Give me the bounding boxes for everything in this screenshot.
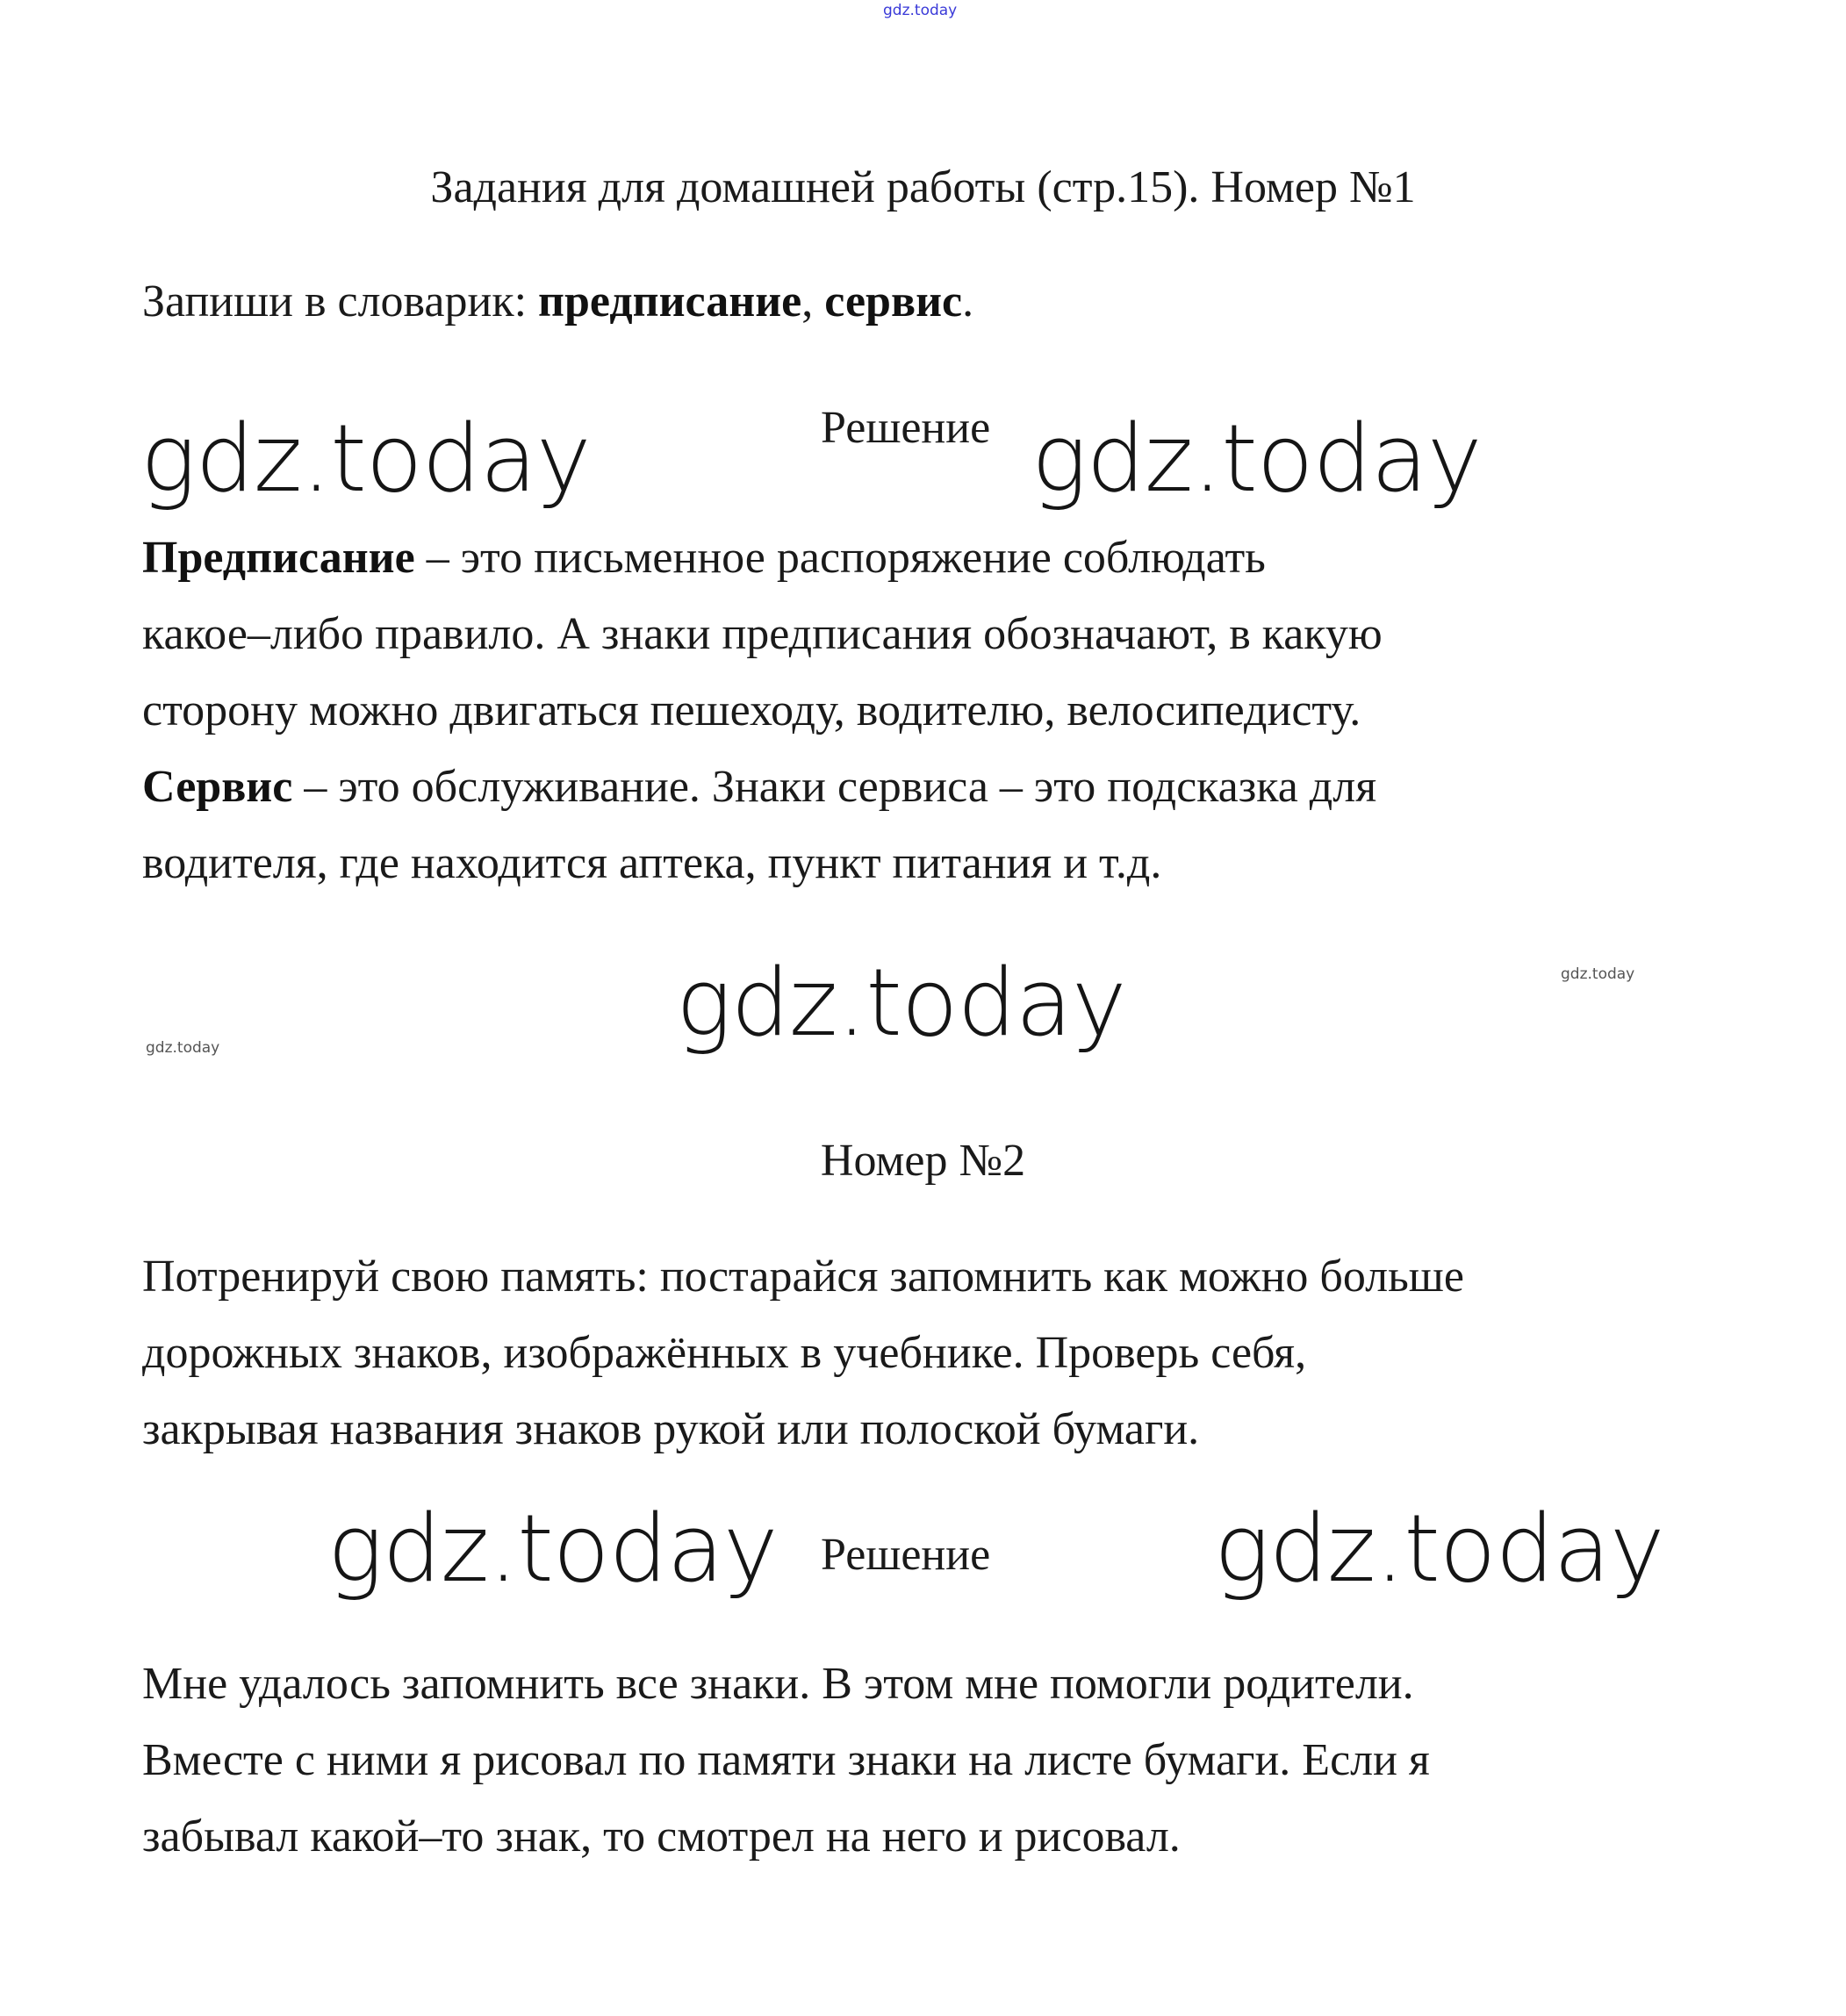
watermark-big-2: gdz.today <box>1031 405 1482 513</box>
task1-answer-line-1: Предписание – это письменное распоряжение соблюдать <box>142 533 1266 583</box>
task1-prompt-comma: , <box>801 276 825 326</box>
watermark-top: gdz.today <box>883 2 958 19</box>
watermark-small-left: gdz.today <box>146 1039 220 1057</box>
task2-prompt <box>142 1238 1464 1467</box>
task1-answer-line-5: водителя, где находится аптека, пункт питания и т.д. <box>142 838 1162 888</box>
task1-solution-label: Решение <box>821 403 991 453</box>
task2-heading: Номер №2 <box>820 1136 1026 1186</box>
task2-answer-line: Мне удалось запомнить все знаки. В этом мне помогли родители. <box>142 1659 1414 1709</box>
task2-answer <box>142 1646 1430 1875</box>
watermark-big-4: gdz.today <box>1214 1495 1664 1603</box>
task2-prompt-line: дорожных знаков, изображённых в учебнике. Проверь себя, <box>142 1328 1307 1378</box>
task1-answer-line-3: сторону можно двигаться пешеходу, водителю, велосипедисту. <box>142 685 1361 735</box>
task2-prompt-line: закрывая названия знаков рукой или полоской бумаги. <box>142 1404 1200 1454</box>
task1-answer-line-2: какое–либо правило. А знаки предписания обозначают, в какую <box>142 609 1383 659</box>
task2-answer-line: забывал какой–то знак, то смотрел на него и рисовал. <box>142 1812 1181 1862</box>
task1-heading: Задания для домашней работы (стр.15). Номер №1 <box>430 162 1416 212</box>
task1-prompt <box>142 263 973 340</box>
task2-answer-line: Вместе с ними я рисовал по памяти знаки на листе бумаги. Если я <box>142 1735 1430 1785</box>
task1-prompt-word2: сервис <box>824 276 963 326</box>
task1-prompt-prefix: Запиши в словарик: <box>142 276 539 326</box>
task1-answer-term1: Предписание <box>142 533 415 583</box>
watermark-big-3: gdz.today <box>327 1495 778 1603</box>
task1-answer <box>142 520 1383 901</box>
task1-prompt-suffix: . <box>962 276 974 326</box>
task1-answer-term2: Сервис <box>142 762 293 812</box>
watermark-big-1: gdz.today <box>140 405 591 513</box>
task2-solution-label: Решение <box>821 1530 991 1580</box>
task2-prompt-line: Потренируй свою память: постарайся запомнить как можно больше <box>142 1252 1464 1302</box>
task1-answer-line-4: Сервис – это обслуживание. Знаки сервиса – это подсказка для <box>142 762 1377 812</box>
watermark-big-center: gdz.today <box>676 949 1126 1057</box>
task1-prompt-word1: предписание <box>538 276 802 326</box>
watermark-small-right: gdz.today <box>1561 965 1635 983</box>
